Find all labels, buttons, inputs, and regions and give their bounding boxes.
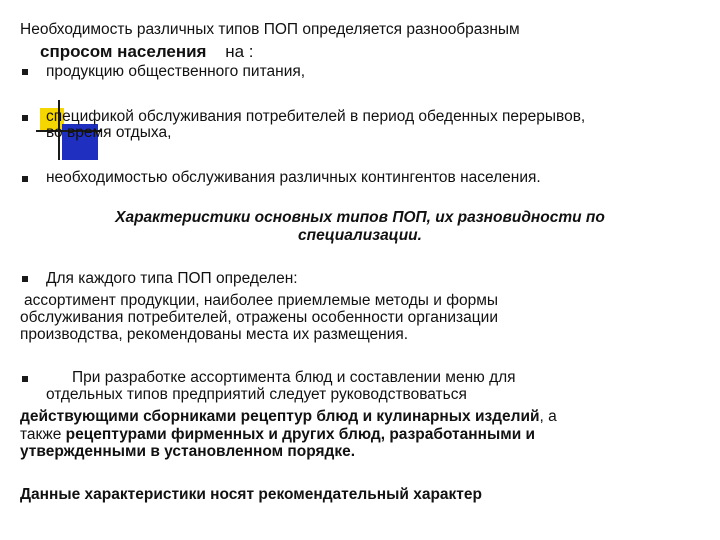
section-heading-line-2: специализации. (298, 227, 422, 244)
para2-line-1: При разработке ассортимента блюд и составлении меню для (72, 369, 516, 386)
para1-line-3: обслуживания потребителей, отражены особенности организации (20, 309, 498, 326)
bullet-icon (22, 69, 28, 75)
bullet-item-necessity: необходимостью обслуживания различных контингентов населения. (46, 169, 541, 186)
bullet-icon (22, 376, 28, 382)
bullet-item-specifics-line-1: спецификой обслуживания потребителей в период обеденных перерывов, (46, 108, 586, 125)
bullet-icon (22, 176, 28, 182)
para2-bold-recipes: рецептурами фирменных и других блюд, разработанными и (65, 426, 536, 443)
footer-note: Данные характеристики носят рекомендательный характер (20, 486, 482, 503)
bullet-item-products: продукцию общественного питания, (46, 63, 306, 80)
para2-line-4 (20, 426, 535, 444)
intro-line-1: Необходимость различных типов ПОП определяется разнообразным (20, 21, 520, 38)
para1-line-4: производства, рекомендованы места их размещения. (20, 326, 409, 343)
para2-line-4-prefix: также (20, 426, 66, 443)
para2-line-3 (20, 408, 557, 426)
bullet-item-specifics-line-2: во время отдыха, (46, 124, 172, 141)
intro-bold-phrase: спросом населения (40, 42, 207, 61)
para2-line-2: отдельных типов предприятий следует руководствоваться (46, 386, 467, 403)
intro-tail: на : (225, 42, 254, 61)
bullet-icon (22, 276, 28, 282)
para2-bold-collections: действующими сборниками рецептур блюд и кулинарных изделий (20, 408, 540, 425)
section-heading-line-1: Характеристики основных типов ПОП, их разновидности по (115, 209, 605, 226)
para2-line-5: утвержденными в установленном порядке. (20, 443, 356, 460)
bullet-icon (22, 115, 28, 121)
intro-line-2 (40, 42, 254, 62)
para2-line-3-tail: , а (539, 408, 557, 425)
para1-line-2: ассортимент продукции, наиболее приемлемые методы и формы (24, 292, 499, 309)
para1-line-1: Для каждого типа ПОП определен: (46, 270, 298, 287)
